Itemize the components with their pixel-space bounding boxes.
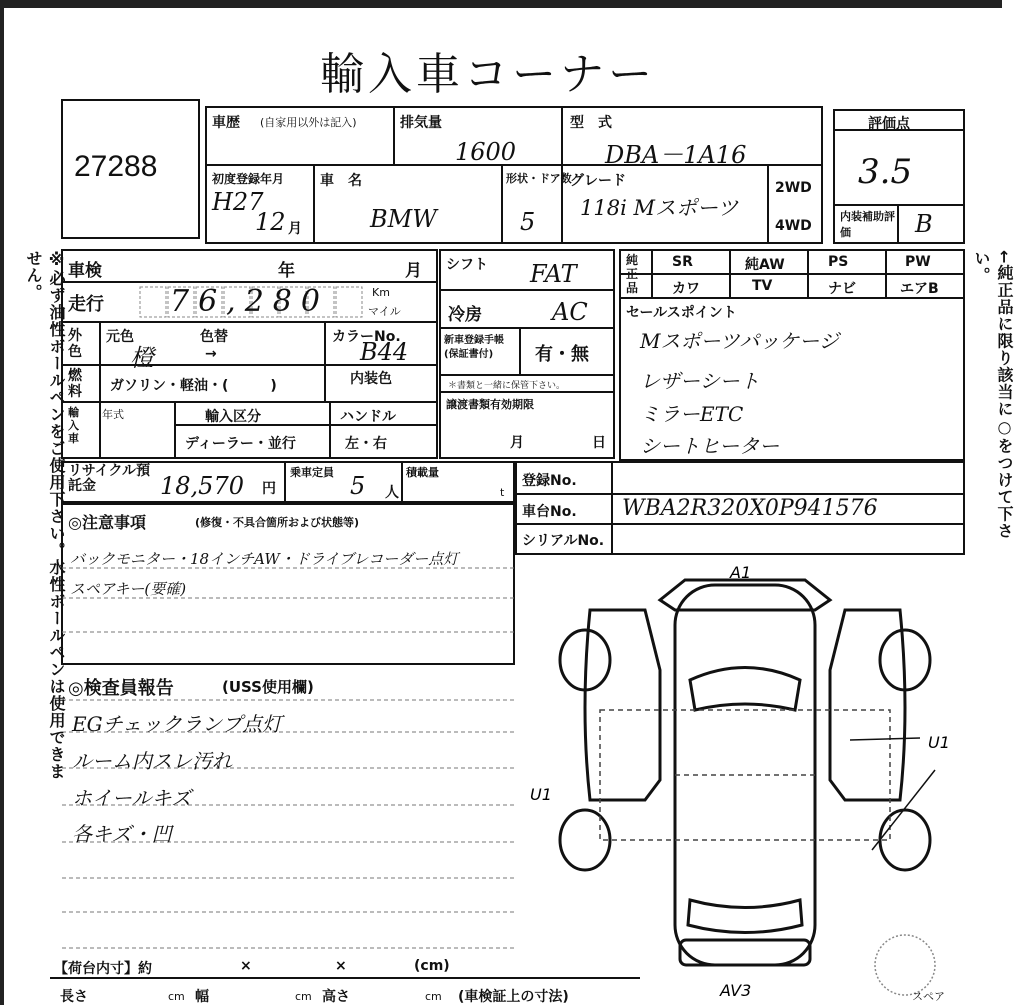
repaint-value: → — [205, 346, 217, 362]
grade-label: グレード — [570, 173, 626, 189]
genuine-item-sr[interactable]: SR — [672, 254, 693, 270]
repaint-label: 色替 — [200, 329, 228, 345]
load-unit: t — [500, 486, 505, 499]
ac-value: AC — [552, 298, 588, 326]
shaken-label: 車検 — [68, 261, 102, 281]
chassis-label: 車台No. — [522, 504, 577, 520]
shift-label: シフト — [446, 257, 488, 273]
color-no-label: カラーNo. — [332, 329, 401, 345]
width-label: 幅 — [195, 989, 209, 1005]
genuine-item-airbag[interactable]: エアB — [900, 281, 939, 297]
inspector-line-4: 各キズ・凹 — [72, 822, 172, 846]
inspector-line-1: EGチェックランプ点灯 — [72, 712, 282, 736]
drive-4wd[interactable]: 4WD — [775, 218, 812, 234]
cargo-x2: × — [335, 958, 347, 974]
inspector-label: ◎検査員報告 — [68, 678, 174, 699]
mark-right: U1 — [928, 733, 950, 752]
shaken-year-unit: 年 — [278, 261, 295, 281]
genuine-item-navi[interactable]: ナビ — [828, 281, 856, 297]
import-label: 輸入車 — [68, 406, 79, 445]
capacity-value: 5 — [350, 472, 366, 500]
model-year-label: 年式 — [102, 408, 124, 421]
width-unit: cm — [295, 990, 312, 1003]
mark-rear: AV3 — [720, 981, 752, 1000]
color-no-value: B44 — [360, 338, 409, 366]
drive-2wd[interactable]: 2WD — [775, 180, 812, 196]
cargo-x1: × — [240, 958, 252, 974]
transfer-month-unit: 月 — [510, 435, 524, 451]
shift-value: FAT — [530, 260, 577, 288]
warranty-note: ＊書類と一緒に保管下さい。 — [448, 381, 566, 391]
mileage-label: 走行 — [68, 294, 104, 315]
sales-point-3: ミラーETC — [640, 402, 744, 426]
genuine-item-leather[interactable]: カワ — [672, 281, 700, 297]
genuine-item-tv[interactable]: TV — [752, 278, 773, 294]
ac-label: 冷房 — [448, 305, 482, 325]
notes-label: ◎注意事項 — [68, 513, 146, 532]
capacity-label: 乗車定員 — [290, 466, 334, 479]
first-reg-value: H27 — [212, 188, 264, 216]
car-name-label: 車 名 — [320, 173, 362, 189]
interior-color-label: 内装色 — [350, 371, 392, 387]
genuine-label: 純正品 — [626, 253, 639, 295]
handle-value[interactable]: 左・右 — [345, 436, 387, 452]
notes-sub: (修復・不具合箇所および状態等) — [195, 516, 360, 529]
interior-value: B — [915, 210, 933, 238]
warranty-label: 新車登録手帳(保証書付) — [444, 335, 504, 360]
notes-line-2: スペアキー(要確) — [70, 580, 187, 598]
score-label: 評価点 — [868, 116, 910, 132]
side-note-left: ※必ず油性ボールペンをご使用下さい。水性ボールペンは使用できません。 — [24, 250, 66, 780]
mark-left: U1 — [530, 785, 552, 804]
mileage-value: 76,280 — [170, 284, 329, 319]
model-code-value: DBA－1A16 — [605, 141, 747, 169]
inspector-line-2: ルーム内スレ汚れ — [72, 749, 232, 773]
orig-color-value: 橙 — [130, 344, 154, 372]
cargo-label: 【荷台内寸】約 — [54, 961, 152, 977]
height-unit: cm — [425, 990, 442, 1003]
orig-color-label: 元色 — [106, 329, 134, 345]
score-value: 3.5 — [858, 152, 913, 192]
cargo-cm: (cm) — [414, 958, 450, 974]
inspector-line-3: ホイールキズ — [72, 786, 192, 810]
car-name-value: BMW — [370, 205, 437, 233]
color-label: 外色 — [68, 328, 82, 360]
history-note: (自家用以外は記入) — [260, 116, 357, 129]
fuel-value: ガソリン・軽油・( ) — [110, 378, 277, 394]
mile-unit: マイル — [368, 305, 401, 318]
spare-label: スペア — [912, 990, 945, 1003]
sales-point-2: レザーシート — [640, 369, 760, 393]
displacement-label: 排気量 — [400, 115, 442, 131]
recycle-value: 18,570 — [160, 472, 244, 500]
km-unit: Km — [372, 286, 390, 299]
import-type-value[interactable]: ディーラー・並行 — [185, 436, 296, 452]
reg-no-label: 登録No. — [522, 473, 577, 489]
transfer-label: 譲渡書類有効期限 — [446, 398, 534, 411]
import-type-label: 輸入区分 — [205, 409, 261, 425]
page-title: 輸入車コーナー — [320, 49, 656, 100]
history-label: 車歴 — [212, 115, 240, 131]
side-note-right: ←純正品に限り該当に○をつけて下さい。 — [972, 250, 1014, 540]
first-reg-month-unit: 月 — [288, 221, 302, 237]
sales-points-label: セールスポイント — [626, 305, 737, 321]
lot-number: 27288 — [74, 150, 158, 183]
inspector-sub: (USS使用欄) — [222, 678, 314, 696]
serial-label: シリアルNo. — [522, 533, 605, 549]
sales-point-4: シートヒーター — [640, 434, 780, 458]
displacement-value: 1600 — [455, 138, 517, 166]
person-unit: 人 — [385, 485, 399, 501]
handle-label: ハンドル — [340, 409, 396, 425]
car-damage-diagram — [530, 560, 950, 1000]
mark-front: A1 — [730, 563, 752, 582]
genuine-item-ps[interactable]: PS — [828, 254, 849, 270]
doors-label: 形状・ドア数 — [506, 172, 572, 185]
first-reg-month: 12 — [255, 208, 286, 236]
notes-line-1: バックモニター・18インチAW・ドライブレコーダー点灯 — [70, 550, 459, 568]
first-reg-label: 初度登録年月 — [212, 172, 285, 186]
fuel-label: 燃料 — [68, 368, 82, 400]
genuine-item-pw[interactable]: PW — [905, 254, 931, 270]
length-unit: cm — [168, 990, 185, 1003]
model-code-label: 型 式 — [570, 115, 612, 131]
interior-label: 内装補助評価 — [840, 210, 895, 239]
shaken-month-unit: 月 — [405, 261, 422, 281]
sales-point-1: Mスポーツパッケージ — [640, 329, 839, 353]
load-label: 積載量 — [406, 466, 439, 479]
yen-unit: 円 — [262, 481, 276, 497]
genuine-item-aw[interactable]: 純AW — [745, 257, 785, 273]
height-label: 高さ — [322, 989, 350, 1005]
length-label: 長さ — [60, 989, 88, 1005]
warranty-value[interactable]: 有・無 — [535, 344, 589, 365]
chassis-value: WBA2R320X0P941576 — [622, 496, 878, 521]
recycle-label: リサイクル預託金 — [68, 463, 151, 494]
doors-value: 5 — [520, 208, 536, 236]
transfer-day-unit: 日 — [592, 435, 606, 451]
grade-value: 118i Mスポーツ — [580, 196, 739, 220]
cert-note: (車検証上の寸法) — [458, 989, 569, 1005]
